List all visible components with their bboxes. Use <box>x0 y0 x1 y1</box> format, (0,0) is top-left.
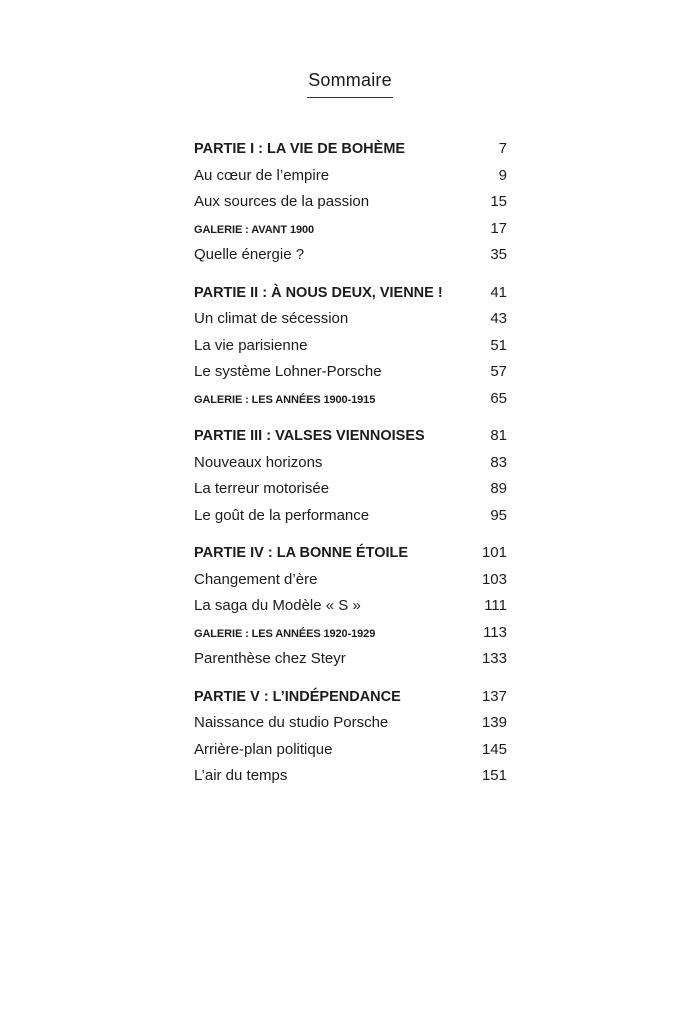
toc-chapter-entry <box>194 306 507 333</box>
toc-chapter-entry <box>194 710 507 737</box>
toc-section <box>194 540 507 673</box>
toc-entry-label: Parenthèse chez Steyr <box>194 650 346 667</box>
toc-entry-page-number: 101 <box>481 544 507 561</box>
toc-entry-page-number: 65 <box>490 389 507 407</box>
toc-entry-label: GALERIE : LES ANNÉES 1920-1929 <box>194 627 376 640</box>
toc-entry-page-number: 7 <box>498 140 507 157</box>
toc-chapter-entry <box>194 359 507 386</box>
toc-entry-page-number: 137 <box>481 687 507 705</box>
toc-part-heading <box>194 684 507 711</box>
toc-entry-label: La vie parisienne <box>194 336 308 354</box>
toc-entry-label: PARTIE III : VALSES VIENNOISES <box>194 428 425 444</box>
toc-chapter-entry <box>194 163 507 190</box>
toc-entry-label: PARTIE IV : LA BONNE ÉTOILE <box>194 545 409 561</box>
toc-gallery-entry <box>194 386 507 413</box>
title-underline <box>307 97 393 98</box>
toc-entry-page-number: 103 <box>481 570 507 588</box>
toc-section <box>194 423 507 529</box>
toc-entry-label: Aux sources de la passion <box>194 193 370 210</box>
toc-entry-page-number: 113 <box>483 623 507 641</box>
toc-header <box>0 70 700 98</box>
toc-entry-page-number: 35 <box>490 246 507 263</box>
toc-entry-label: GALERIE : LES ANNÉES 1900-1915 <box>194 393 376 406</box>
toc-entry-page-number: 81 <box>490 427 507 444</box>
toc-entry-label: Naissance du studio Porsche <box>194 714 389 731</box>
toc-chapter-entry <box>194 737 507 764</box>
toc-entry-page-number: 57 <box>490 363 507 380</box>
toc-entry-label: PARTIE V : L’INDÉPENDANCE <box>194 688 401 705</box>
toc-chapter-entry <box>194 593 507 620</box>
toc-entry-label: La saga du Modèle « S » <box>194 597 361 614</box>
toc-chapter-entry <box>194 450 507 477</box>
toc-entry-page-number: 17 <box>490 219 507 237</box>
toc-entry-label: Au cœur de l’empire <box>194 166 330 184</box>
toc-entry-label: Le goût de la performance <box>194 506 370 524</box>
toc-entry-page-number: 41 <box>490 283 507 301</box>
toc-entry-page-number: 151 <box>481 767 507 784</box>
toc-section <box>194 684 507 790</box>
toc-chapter-entry <box>194 763 507 790</box>
toc-section <box>194 280 507 413</box>
toc-part-heading <box>194 540 507 567</box>
toc-entry-label: La terreur motorisée <box>194 480 330 497</box>
toc-entry-label: Nouveaux horizons <box>194 453 323 471</box>
toc-chapter-entry <box>194 567 507 594</box>
toc-gallery-entry <box>194 620 507 647</box>
toc-entry-page-number: 51 <box>490 336 507 354</box>
toc-entry-page-number: 111 <box>484 597 507 614</box>
toc-entry-page-number: 83 <box>490 453 507 471</box>
toc-entry-label: Arrière-plan politique <box>194 740 333 758</box>
page-title: Sommaire <box>308 70 392 90</box>
toc-part-heading <box>194 423 507 450</box>
toc-entry-page-number: 133 <box>481 650 507 667</box>
table-of-contents <box>194 136 507 801</box>
toc-chapter-entry <box>194 242 507 269</box>
toc-entry-page-number: 145 <box>481 740 507 758</box>
toc-part-heading <box>194 136 507 163</box>
toc-chapter-entry <box>194 646 507 673</box>
toc-entry-label: GALERIE : AVANT 1900 <box>194 223 315 236</box>
toc-part-heading <box>194 280 507 307</box>
toc-entry-page-number: 43 <box>490 310 507 327</box>
toc-entry-label: Quelle énergie ? <box>194 246 305 263</box>
toc-entry-label: PARTIE I : LA VIE DE BOHÈME <box>194 141 406 157</box>
toc-entry-label: Un climat de sécession <box>194 310 349 327</box>
toc-entry-page-number: 15 <box>490 193 507 210</box>
toc-chapter-entry <box>194 503 507 530</box>
toc-chapter-entry <box>194 333 507 360</box>
toc-entry-page-number: 139 <box>481 714 507 731</box>
toc-section <box>194 136 507 269</box>
toc-chapter-entry <box>194 189 507 216</box>
toc-entry-label: L’air du temps <box>194 767 288 784</box>
toc-entry-label: PARTIE II : À NOUS DEUX, VIENNE ! <box>194 284 443 301</box>
toc-entry-page-number: 9 <box>498 166 507 184</box>
toc-entry-label: Changement d’ère <box>194 570 318 588</box>
toc-chapter-entry <box>194 476 507 503</box>
toc-entry-page-number: 89 <box>490 480 507 497</box>
toc-entry-page-number: 95 <box>490 506 507 524</box>
toc-entry-label: Le système Lohner-Porsche <box>194 363 382 380</box>
toc-gallery-entry <box>194 216 507 243</box>
